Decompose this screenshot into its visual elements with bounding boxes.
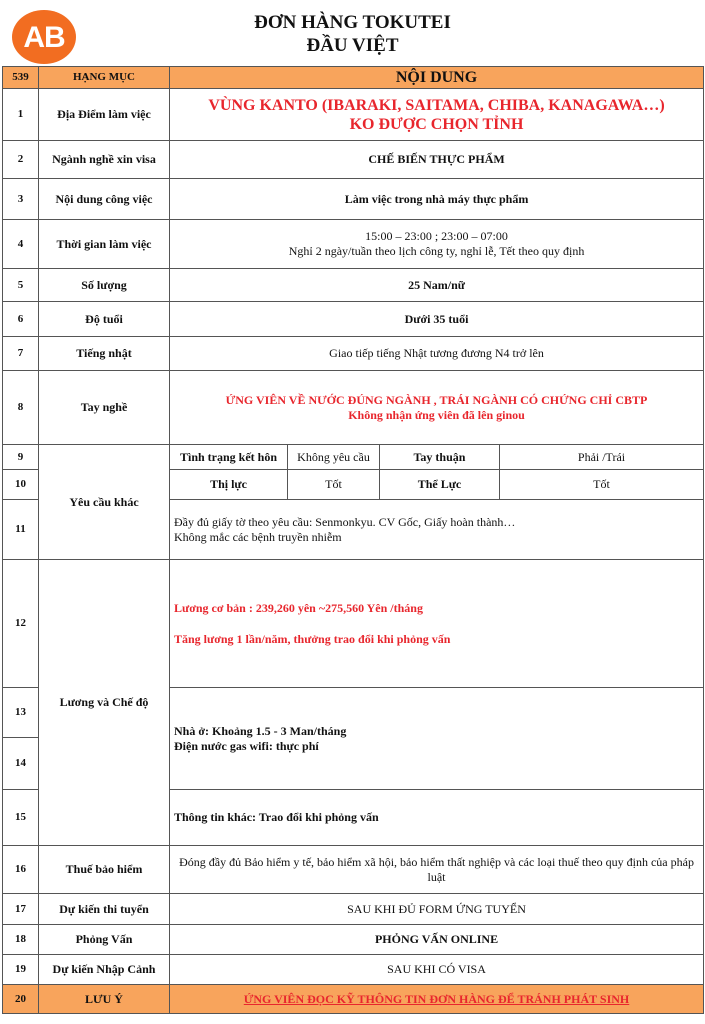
row-value [170,371,704,445]
row-value: 25 Nam/nữ [170,269,704,302]
field-value: Phải /Trái [500,445,704,470]
table-row [3,955,704,985]
table-row-note [3,985,704,1014]
row-value [170,220,704,269]
document-title: ĐƠN HÀNG TOKUTEI [254,12,451,33]
row-number: 19 [3,955,39,985]
value-line: Nghỉ 2 ngày/tuần theo lịch công ty, nghỉ lễ, Tết theo quy định [288,244,585,258]
row-label: Độ tuổi [39,302,170,337]
row-value [170,688,704,790]
row-number: 2 [3,141,39,179]
table-row [3,179,704,220]
table-row [3,89,704,141]
value-line: KO ĐƯỢC CHỌN TỈNH [349,115,524,133]
row-value: Dưới 35 tuổi [170,302,704,337]
field-value: Tốt [288,470,380,500]
row-value: Làm việc trong nhà máy thực phẩm [170,179,704,220]
row-number: 4 [3,220,39,269]
row-value [170,89,704,141]
table-row [3,925,704,955]
field-label: Thị lực [170,470,288,500]
row-value: SAU KHI CÓ VISA [170,955,704,985]
row-number: 10 [3,470,39,500]
row-number: 7 [3,337,39,371]
row-number: 18 [3,925,39,955]
header-category: HẠNG MỤC [39,67,170,89]
header-content: NỘI DUNG [170,67,704,89]
row-label: LƯU Ý [39,985,170,1014]
row-value: Thông tin khác: Trao đổi khi phỏng vấn [170,790,704,846]
row-value: CHẾ BIẾN THỰC PHẨM [170,141,704,179]
header-code: 539 [3,67,39,89]
row-value: Giao tiếp tiếng Nhật tương đương N4 trở lên [170,337,704,371]
row-label-salary: Lương và Chế độ [39,560,170,846]
value-line: Không mắc các bệnh truyền nhiễm [174,529,342,544]
table-row [3,269,704,302]
row-value: ỨNG VIÊN ĐỌC KỸ THÔNG TIN ĐƠN HÀNG ĐỂ TRÁNH PHÁT SINH [170,985,704,1014]
row-label: Dự kiến thi tuyển [39,894,170,925]
row-value [170,500,704,560]
table-row [3,220,704,269]
row-number: 1 [3,89,39,141]
row-number: 20 [3,985,39,1014]
salary-line: Tăng lương 1 lần/năm, thưởng trao đổi khi phỏng vấn [174,631,451,646]
field-value: Tốt [500,470,704,500]
table-row [3,371,704,445]
row-number: 6 [3,302,39,337]
row-label: Phỏng Vấn [39,925,170,955]
row-label: Ngành nghề xin visa [39,141,170,179]
field-label: Tay thuận [380,445,500,470]
value-line: ỨNG VIÊN VỀ NƯỚC ĐÚNG NGÀNH , TRÁI NGÀNH CÓ CHỨNG CHỈ CBTP [225,392,648,407]
table-row [3,302,704,337]
field-label: Tình trạng kết hôn [170,445,288,470]
row-number: 14 [3,738,39,790]
row-label: Số lượng [39,269,170,302]
value-line: Đầy đủ giấy tờ theo yêu cầu: Senmonkyu. CV Gốc, Giấy hoàn thành… [174,514,516,529]
row-number: 9 [3,445,39,470]
row-value: Đóng đầy đủ Bảo hiểm y tế, bảo hiểm xã hội, bảo hiểm thất nghiệp và các loại thuế theo quy định của pháp luật [170,846,704,894]
value-line: Nhà ở: Khoảng 1.5 - 3 Man/tháng [174,723,347,738]
order-table [2,66,704,1014]
value-line: VÙNG KANTO (IBARAKI, SAITAMA, CHIBA, KANAGAWA…) [208,96,665,114]
row-number: 13 [3,688,39,738]
value-line: 15:00 – 23:00 ; 23:00 – 07:00 [365,229,508,243]
table-row [3,846,704,894]
document-subtitle: ĐẦU VIỆT [306,35,399,56]
row-value: PHỎNG VẤN ONLINE [170,925,704,955]
row-number: 11 [3,500,39,560]
row-label: Tiếng nhật [39,337,170,371]
row-value [170,560,704,688]
row-label: Tay nghề [39,371,170,445]
row-value: SAU KHI ĐỦ FORM ỨNG TUYỂN [170,894,704,925]
table-header-row [3,67,704,89]
table-row [3,560,704,688]
row-number: 3 [3,179,39,220]
row-label: Thời gian làm việc [39,220,170,269]
spacer [174,616,699,632]
value-line: Điện nước gas wifi: thực phí [174,738,319,753]
value-line: Không nhận ứng viên đã lên ginou [348,407,525,422]
row-number: 16 [3,846,39,894]
row-label: Nội dung công việc [39,179,170,220]
row-number: 15 [3,790,39,846]
table-row [3,337,704,371]
row-number: 17 [3,894,39,925]
row-number: 5 [3,269,39,302]
table-row [3,445,704,470]
field-label: Thể Lực [380,470,500,500]
row-number: 12 [3,560,39,688]
table-row [3,141,704,179]
row-number: 8 [3,371,39,445]
logo-text: AB [23,21,65,54]
table-row [3,894,704,925]
row-label-other-requirements: Yêu cầu khác [39,445,170,560]
salary-line: Lương cơ bản : 239,260 yên ~275,560 Yên /tháng [174,600,423,615]
row-label: Thuế bảo hiểm [39,846,170,894]
field-value: Không yêu cầu [288,445,380,470]
row-label: Địa Điểm làm việc [39,89,170,141]
row-label: Dự kiến Nhập Cảnh [39,955,170,985]
